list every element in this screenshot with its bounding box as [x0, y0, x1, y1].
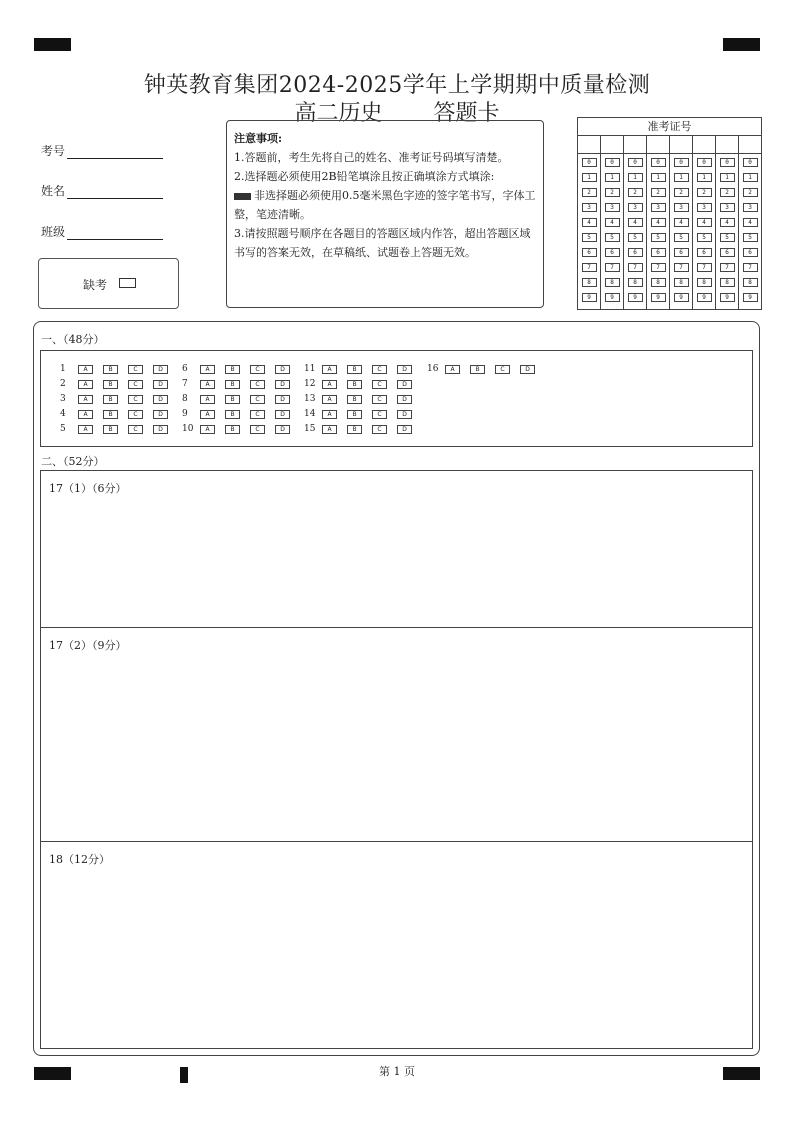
notes-item: 1.答题前，考生先将自己的姓名、准考证号码填写清楚。	[234, 151, 509, 164]
filled-mark-example-icon	[234, 193, 251, 200]
digit-bubble[interactable]: 1	[697, 173, 712, 182]
digit-bubble[interactable]: 4	[674, 218, 689, 227]
digit-bubble[interactable]: 9	[674, 293, 689, 302]
question-row	[58, 409, 178, 419]
digit-bubble[interactable]: 1	[628, 173, 643, 182]
write-cell[interactable]	[739, 136, 761, 153]
digit-bubble[interactable]: 5	[720, 233, 735, 242]
digit-bubble[interactable]: 4	[605, 218, 620, 227]
digit-bubble[interactable]: 1	[605, 173, 620, 182]
exam-no-label: 考号	[41, 144, 66, 158]
digit-bubble[interactable]: 7	[743, 263, 758, 272]
question-number: 5	[60, 424, 66, 434]
option-bubble[interactable]: D	[153, 410, 168, 419]
exam-no-field[interactable]	[67, 146, 163, 159]
question-number: 12	[304, 379, 316, 389]
question-number: 9	[182, 409, 188, 419]
option-bubble[interactable]: C	[372, 425, 387, 434]
option-bubble[interactable]: B	[470, 365, 485, 374]
admission-number-bubbles	[578, 154, 761, 310]
name-field[interactable]	[67, 186, 163, 199]
question-number: 8	[182, 394, 188, 404]
digit-bubble[interactable]: 7	[697, 263, 712, 272]
notes-item: 3.请按照题号顺序在各题目的答题区域内作答，超出答题区域书写的答案无效，在草稿纸、试题卷上答题无效。	[234, 227, 531, 259]
digit-bubble[interactable]: 9	[743, 293, 758, 302]
option-bubble[interactable]: B	[347, 395, 362, 404]
write-cell[interactable]	[716, 136, 739, 153]
subject-label: 高二历史	[294, 101, 383, 126]
digit-bubble[interactable]: 8	[651, 278, 666, 287]
admission-number-title: 准考证号	[578, 118, 761, 136]
option-bubble[interactable]: C	[250, 425, 265, 434]
digit-bubble[interactable]: 1	[651, 173, 666, 182]
admission-number-write-row	[578, 136, 761, 154]
digit-bubble[interactable]: 9	[651, 293, 666, 302]
digit-column	[578, 154, 601, 310]
digit-column	[716, 154, 739, 310]
digit-bubble[interactable]: 0	[697, 158, 712, 167]
digit-bubble[interactable]: 4	[628, 218, 643, 227]
option-bubble[interactable]: C	[128, 410, 143, 419]
option-bubble[interactable]: D	[275, 365, 290, 374]
question-number: 3	[60, 394, 66, 404]
option-bubble[interactable]: C	[250, 380, 265, 389]
name-label: 姓名	[41, 184, 66, 198]
option-bubble[interactable]: D	[397, 410, 412, 419]
digit-bubble[interactable]: 4	[720, 218, 735, 227]
option-bubble[interactable]: D	[397, 380, 412, 389]
question-row	[425, 364, 545, 374]
answer-area-label: 17（2）（9分）	[49, 639, 127, 652]
digit-bubble[interactable]: 0	[605, 158, 620, 167]
class-field[interactable]	[67, 227, 163, 240]
write-cell[interactable]	[578, 136, 601, 153]
digit-bubble[interactable]: 8	[605, 278, 620, 287]
question-number: 11	[304, 364, 316, 374]
question-row	[180, 394, 300, 404]
digit-bubble[interactable]: 2	[628, 188, 643, 197]
digit-bubble[interactable]: 0	[628, 158, 643, 167]
option-bubble[interactable]: B	[347, 425, 362, 434]
digit-bubble[interactable]: 7	[720, 263, 735, 272]
digit-bubble[interactable]: 0	[582, 158, 597, 167]
option-bubble[interactable]: A	[200, 395, 215, 404]
digit-bubble[interactable]: 1	[674, 173, 689, 182]
option-bubble[interactable]: D	[153, 365, 168, 374]
option-bubble[interactable]: B	[103, 365, 118, 374]
section2-label: 二、（52分）	[41, 455, 105, 468]
option-bubble[interactable]: A	[322, 380, 337, 389]
digit-column	[601, 154, 624, 310]
option-bubble[interactable]: B	[225, 365, 240, 374]
digit-bubble[interactable]: 2	[720, 188, 735, 197]
digit-bubble[interactable]: 3	[674, 203, 689, 212]
option-bubble[interactable]: A	[322, 395, 337, 404]
digit-bubble[interactable]: 4	[743, 218, 758, 227]
question-row	[180, 364, 300, 374]
question-row	[58, 394, 178, 404]
digit-bubble[interactable]: 5	[651, 233, 666, 242]
digit-bubble[interactable]: 1	[743, 173, 758, 182]
digit-column	[670, 154, 693, 310]
digit-bubble[interactable]: 2	[651, 188, 666, 197]
answer-area-17-2[interactable]	[40, 627, 753, 842]
option-bubble[interactable]: D	[275, 395, 290, 404]
digit-bubble[interactable]: 6	[605, 248, 620, 257]
option-bubble[interactable]: C	[372, 395, 387, 404]
option-bubble[interactable]: B	[103, 425, 118, 434]
option-bubble[interactable]: C	[495, 365, 510, 374]
question-number: 6	[182, 364, 188, 374]
option-bubble[interactable]: B	[347, 410, 362, 419]
option-bubble[interactable]: D	[275, 380, 290, 389]
question-number: 15	[304, 424, 316, 434]
option-bubble[interactable]: D	[520, 365, 535, 374]
digit-bubble[interactable]: 3	[582, 203, 597, 212]
alignment-marker-top-left	[34, 38, 71, 51]
name-row	[41, 182, 163, 199]
option-bubble[interactable]: B	[347, 380, 362, 389]
option-bubble[interactable]: A	[78, 410, 93, 419]
digit-bubble[interactable]: 6	[628, 248, 643, 257]
write-cell[interactable]	[601, 136, 624, 153]
digit-column	[739, 154, 761, 310]
absent-label: 缺考	[83, 278, 108, 292]
option-bubble[interactable]: A	[78, 380, 93, 389]
option-bubble[interactable]: C	[372, 380, 387, 389]
page-title: 钟英教育集团2024-2025学年上学期期中质量检测	[143, 73, 651, 98]
question-number: 14	[304, 409, 316, 419]
class-row	[41, 223, 163, 240]
option-bubble[interactable]: B	[103, 380, 118, 389]
digit-bubble[interactable]: 6	[582, 248, 597, 257]
class-label: 班级	[41, 225, 66, 239]
option-bubble[interactable]: A	[200, 380, 215, 389]
option-bubble[interactable]: B	[225, 395, 240, 404]
option-bubble[interactable]: D	[397, 425, 412, 434]
option-bubble[interactable]: B	[225, 410, 240, 419]
option-bubble[interactable]: B	[225, 380, 240, 389]
digit-bubble[interactable]: 5	[743, 233, 758, 242]
digit-bubble[interactable]: 7	[628, 263, 643, 272]
digit-bubble[interactable]: 9	[697, 293, 712, 302]
digit-bubble[interactable]: 7	[651, 263, 666, 272]
digit-bubble[interactable]: 5	[628, 233, 643, 242]
notes-title: 注意事项:	[234, 132, 283, 145]
digit-bubble[interactable]: 9	[605, 293, 620, 302]
digit-bubble[interactable]: 9	[720, 293, 735, 302]
option-bubble[interactable]: C	[250, 395, 265, 404]
option-bubble[interactable]: D	[397, 395, 412, 404]
digit-bubble[interactable]: 3	[628, 203, 643, 212]
option-bubble[interactable]: D	[275, 410, 290, 419]
question-row	[302, 409, 422, 419]
write-cell[interactable]	[670, 136, 693, 153]
alignment-marker-top-right	[723, 38, 760, 51]
absent-box	[38, 258, 179, 309]
page-number: 第 1 页	[379, 1065, 415, 1078]
option-bubble[interactable]: C	[250, 365, 265, 374]
digit-bubble[interactable]: 2	[743, 188, 758, 197]
question-row	[58, 364, 178, 374]
option-bubble[interactable]: D	[275, 425, 290, 434]
answer-area-17-1[interactable]	[40, 470, 753, 628]
question-row	[58, 379, 178, 389]
digit-bubble[interactable]: 8	[720, 278, 735, 287]
question-row	[302, 424, 422, 434]
write-cell[interactable]	[624, 136, 647, 153]
option-bubble[interactable]: B	[103, 395, 118, 404]
option-bubble[interactable]: A	[78, 425, 93, 434]
digit-bubble[interactable]: 6	[674, 248, 689, 257]
question-row	[180, 379, 300, 389]
option-bubble[interactable]: C	[128, 365, 143, 374]
digit-bubble[interactable]: 5	[605, 233, 620, 242]
answer-area-label: 17（1）（6分）	[49, 482, 127, 495]
digit-bubble[interactable]: 0	[674, 158, 689, 167]
digit-bubble[interactable]: 1	[720, 173, 735, 182]
digit-bubble[interactable]: 0	[743, 158, 758, 167]
digit-bubble[interactable]: 5	[697, 233, 712, 242]
digit-bubble[interactable]: 6	[720, 248, 735, 257]
digit-bubble[interactable]: 2	[697, 188, 712, 197]
option-bubble[interactable]: C	[372, 410, 387, 419]
admission-number-box	[577, 117, 762, 310]
question-row	[180, 409, 300, 419]
write-cell[interactable]	[693, 136, 716, 153]
question-number: 16	[427, 364, 439, 374]
digit-bubble[interactable]: 4	[697, 218, 712, 227]
question-number: 7	[182, 379, 188, 389]
digit-bubble[interactable]: 9	[582, 293, 597, 302]
digit-bubble[interactable]: 8	[628, 278, 643, 287]
option-bubble[interactable]: A	[445, 365, 460, 374]
question-number: 2	[60, 379, 66, 389]
option-bubble[interactable]: B	[347, 365, 362, 374]
option-bubble[interactable]: A	[200, 425, 215, 434]
digit-bubble[interactable]: 0	[651, 158, 666, 167]
option-bubble[interactable]: B	[225, 425, 240, 434]
option-bubble[interactable]: D	[397, 365, 412, 374]
option-bubble[interactable]: D	[153, 395, 168, 404]
digit-bubble[interactable]: 2	[582, 188, 597, 197]
option-bubble[interactable]: C	[128, 395, 143, 404]
option-bubble[interactable]: D	[153, 425, 168, 434]
digit-bubble[interactable]: 7	[582, 263, 597, 272]
digit-bubble[interactable]: 3	[651, 203, 666, 212]
question-row	[302, 394, 422, 404]
question-number: 10	[182, 424, 194, 434]
digit-bubble[interactable]: 3	[743, 203, 758, 212]
card-label: 答题卡	[433, 101, 500, 126]
question-row	[302, 379, 422, 389]
digit-bubble[interactable]: 0	[720, 158, 735, 167]
question-row	[302, 364, 422, 374]
option-bubble[interactable]: C	[128, 380, 143, 389]
digit-bubble[interactable]: 8	[582, 278, 597, 287]
option-bubble[interactable]: C	[372, 365, 387, 374]
option-bubble[interactable]: A	[200, 410, 215, 419]
option-bubble[interactable]: D	[153, 380, 168, 389]
option-bubble[interactable]: A	[200, 365, 215, 374]
question-row	[180, 424, 300, 434]
question-row	[58, 424, 178, 434]
exam-no-row	[41, 142, 163, 159]
digit-bubble[interactable]: 8	[697, 278, 712, 287]
question-number: 13	[304, 394, 316, 404]
option-bubble[interactable]: C	[250, 410, 265, 419]
digit-bubble[interactable]: 3	[605, 203, 620, 212]
option-bubble[interactable]: B	[103, 410, 118, 419]
option-bubble[interactable]: A	[322, 410, 337, 419]
question-number: 4	[60, 409, 66, 419]
digit-bubble[interactable]: 6	[651, 248, 666, 257]
digit-bubble[interactable]: 7	[605, 263, 620, 272]
digit-bubble[interactable]: 8	[743, 278, 758, 287]
digit-bubble[interactable]: 5	[582, 233, 597, 242]
digit-bubble[interactable]: 2	[605, 188, 620, 197]
digit-column	[647, 154, 670, 310]
digit-bubble[interactable]: 6	[743, 248, 758, 257]
option-bubble[interactable]: C	[128, 425, 143, 434]
digit-bubble[interactable]: 6	[697, 248, 712, 257]
answer-area-label: 18（12分）	[49, 853, 110, 866]
notes-item-text: 非选择题必须使用0.5毫米黑色字迹的签字笔书写，字体工整，笔迹清晰。	[234, 189, 536, 221]
digit-bubble[interactable]: 1	[582, 173, 597, 182]
digit-bubble[interactable]: 2	[674, 188, 689, 197]
section1-label: 一、（48分）	[41, 333, 105, 346]
question-number: 1	[60, 364, 66, 374]
digit-bubble[interactable]: 9	[628, 293, 643, 302]
digit-bubble[interactable]: 7	[674, 263, 689, 272]
digit-column	[693, 154, 716, 310]
answer-area-18[interactable]	[40, 841, 753, 1049]
option-bubble[interactable]: A	[322, 365, 337, 374]
digit-bubble[interactable]: 3	[720, 203, 735, 212]
option-bubble[interactable]: A	[322, 425, 337, 434]
option-bubble[interactable]: A	[78, 365, 93, 374]
digit-bubble[interactable]: 8	[674, 278, 689, 287]
option-bubble[interactable]: A	[78, 395, 93, 404]
digit-bubble[interactable]: 3	[697, 203, 712, 212]
digit-bubble[interactable]: 5	[674, 233, 689, 242]
notes-item: 2.选择题必须使用2B铅笔填涂且按正确填涂方式填涂:	[234, 170, 495, 183]
write-cell[interactable]	[647, 136, 670, 153]
notes-panel	[226, 120, 544, 308]
digit-column	[624, 154, 647, 310]
digit-bubble[interactable]: 4	[582, 218, 597, 227]
digit-bubble[interactable]: 4	[651, 218, 666, 227]
notes-item	[234, 186, 538, 224]
absent-checkbox[interactable]	[119, 278, 136, 288]
